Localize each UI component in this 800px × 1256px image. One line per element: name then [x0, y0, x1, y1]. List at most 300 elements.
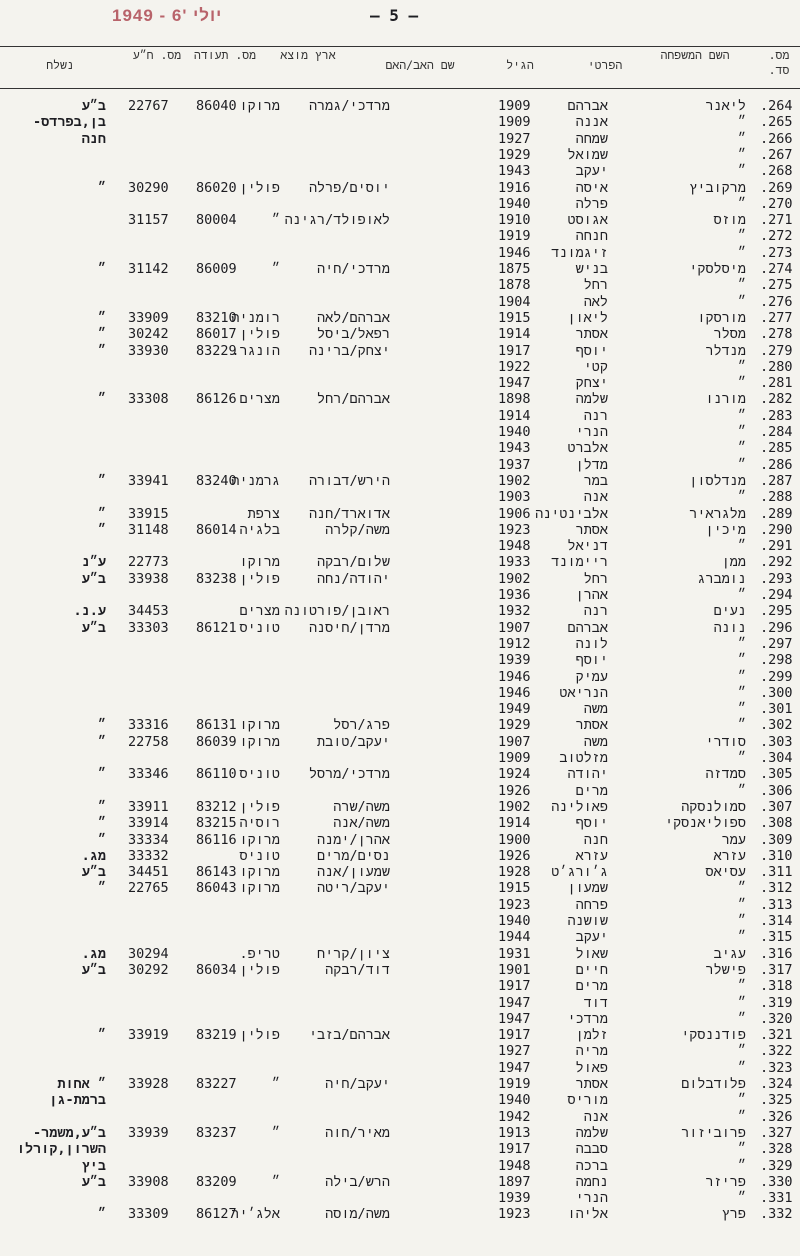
- family-name-cell: מלגראיר: [689, 505, 746, 522]
- table-row: [0, 587, 800, 603]
- birth-year-cell: 1936: [498, 587, 531, 603]
- certificate-number-cell: 86014: [196, 521, 237, 538]
- parents-names-cell: מרדן/חיסנה: [308, 619, 390, 636]
- table-row: [0, 929, 800, 945]
- table-row: [0, 212, 800, 228]
- certificate-number-cell: 86143: [196, 864, 237, 881]
- family-name-cell: מנדלר: [705, 342, 746, 359]
- sent-to-cell: ב״ע: [81, 570, 106, 587]
- parents-names-cell: הירש/דבורה: [308, 472, 390, 489]
- parents-names-cell: אדוארד/חנה: [308, 505, 390, 522]
- first-name-cell: הנרי: [575, 424, 608, 440]
- table-row: [0, 685, 800, 701]
- family-name-cell: ״: [737, 1108, 746, 1125]
- row-number-cell: .288: [760, 489, 793, 506]
- parents-names-cell: נסים/מרים: [317, 847, 390, 864]
- birth-year-cell: 1942: [498, 1108, 531, 1125]
- country-of-origin-cell: טוניס: [239, 619, 280, 636]
- birth-year-cell: 1903: [498, 489, 531, 506]
- table-row: [0, 897, 800, 913]
- family-name-cell: מורנו: [705, 391, 746, 408]
- header-first: הפרטי: [587, 58, 623, 72]
- family-name-cell: ״: [737, 782, 746, 799]
- page-number: – 5 –: [370, 6, 419, 25]
- certificate-number-cell: 86121: [196, 619, 237, 636]
- first-name-cell: אגוסט: [567, 212, 608, 229]
- family-name-cell: ״: [737, 587, 746, 603]
- first-name-cell: אהרן: [575, 587, 608, 603]
- pass-number-cell: 33332: [128, 847, 169, 864]
- parents-names-cell: רפאל/ביסל: [317, 326, 390, 343]
- table-row: [0, 799, 800, 815]
- certificate-number-cell: 86116: [196, 831, 237, 848]
- sent-to-cell: ״: [97, 831, 106, 848]
- family-name-cell: ״: [737, 195, 746, 212]
- family-name-cell: נומברג: [697, 570, 746, 587]
- birth-year-cell: 1940: [498, 1092, 531, 1109]
- family-name-cell: ״: [737, 358, 746, 375]
- row-number-cell: .331: [760, 1190, 793, 1207]
- birth-year-cell: 1922: [498, 358, 531, 375]
- parents-names-cell: מאיר/חוה: [325, 1124, 390, 1141]
- table-row: [0, 1125, 800, 1141]
- row-number-cell: .277: [760, 309, 793, 326]
- family-name-cell: ״: [737, 1043, 746, 1060]
- birth-year-cell: 1946: [498, 668, 531, 685]
- first-name-cell: חנחה: [575, 228, 608, 245]
- first-name-cell: לאה: [583, 293, 608, 310]
- birth-year-cell: 1929: [498, 717, 531, 734]
- table-row: [0, 652, 800, 668]
- table-row: [0, 815, 800, 831]
- row-number-cell: .307: [760, 798, 793, 815]
- table-row: [0, 228, 800, 244]
- family-name-cell: מיסלסקי: [689, 261, 746, 277]
- table-row: [0, 98, 800, 114]
- row-number-cell: .270: [760, 195, 793, 212]
- row-number-cell: .272: [760, 228, 793, 245]
- country-of-origin-cell: ״: [271, 1076, 280, 1092]
- pass-number-cell: 33941: [128, 472, 169, 489]
- first-name-cell: אסתר: [575, 717, 608, 734]
- row-number-cell: .276: [760, 293, 793, 310]
- birth-year-cell: 1949: [498, 701, 531, 718]
- pass-number-cell: 33316: [128, 717, 169, 734]
- first-name-cell: שלמה: [575, 1124, 608, 1141]
- certificate-number-cell: 83237: [196, 1124, 237, 1141]
- table-row: [0, 1027, 800, 1043]
- pass-number-cell: 22773: [128, 554, 169, 571]
- pass-number-cell: 34451: [128, 864, 169, 881]
- country-of-origin-cell: פולין: [239, 1027, 280, 1044]
- row-number-cell: .296: [760, 619, 793, 636]
- row-number-cell: .299: [760, 668, 793, 685]
- header-number: מס. סד.: [768, 48, 790, 77]
- row-number-cell: .297: [760, 635, 793, 652]
- first-name-cell: רחל: [583, 277, 608, 294]
- certificate-number-cell: 86009: [196, 261, 237, 277]
- country-of-origin-cell: רוסיה: [239, 815, 280, 832]
- first-name-cell: אליהו: [567, 1206, 608, 1223]
- pass-number-cell: 33919: [128, 1027, 169, 1044]
- parents-names-cell: ציון/קריח: [317, 945, 390, 962]
- family-name-cell: ״: [737, 407, 746, 424]
- row-number-cell: .302: [760, 717, 793, 734]
- family-name-cell: ״: [737, 1010, 746, 1027]
- sent-to-cell: ״: [97, 1206, 106, 1223]
- row-number-cell: .300: [760, 684, 793, 701]
- first-name-cell: חנה: [583, 831, 608, 848]
- table-row: [0, 1141, 800, 1157]
- row-number-cell: .324: [760, 1076, 793, 1092]
- family-name-cell: ״: [737, 978, 746, 995]
- row-number-cell: .317: [760, 961, 793, 978]
- row-number-cell: .311: [760, 864, 793, 881]
- first-name-cell: עמיק: [575, 668, 608, 685]
- pass-number-cell: 30292: [128, 961, 169, 978]
- pass-number-cell: 33928: [128, 1076, 169, 1092]
- header-cert: מס. תעודה: [193, 48, 257, 62]
- birth-year-cell: 1947: [498, 375, 531, 392]
- pass-number-cell: 33308: [128, 391, 169, 408]
- birth-year-cell: 1933: [498, 554, 531, 571]
- sent-to-cell: ״: [97, 309, 106, 326]
- sent-to-cell: ברמת-גן: [49, 1092, 106, 1109]
- family-name-cell: ״: [737, 880, 746, 897]
- certificate-number-cell: 83210: [196, 309, 237, 326]
- header-parents: שם האב/האם: [385, 58, 455, 72]
- family-name-cell: ״: [737, 375, 746, 392]
- birth-year-cell: 1923: [498, 896, 531, 913]
- sent-to-cell: ״: [97, 472, 106, 489]
- table-row: [0, 995, 800, 1011]
- family-name-cell: ״: [737, 293, 746, 310]
- pass-number-cell: 34453: [128, 603, 169, 620]
- table-row: [0, 261, 800, 277]
- pass-number-cell: 22767: [128, 98, 169, 114]
- row-number-cell: .318: [760, 978, 793, 995]
- row-number-cell: .314: [760, 913, 793, 929]
- birth-year-cell: 1904: [498, 293, 531, 310]
- birth-year-cell: 1919: [498, 1076, 531, 1092]
- row-number-cell: .304: [760, 750, 793, 766]
- row-number-cell: .269: [760, 179, 793, 196]
- first-name-cell: אלברט: [567, 440, 608, 457]
- first-name-cell: יהודה: [567, 766, 608, 783]
- family-name-cell: ״: [737, 684, 746, 701]
- row-number-cell: .267: [760, 146, 793, 163]
- family-name-cell: נונה: [713, 619, 746, 636]
- table-row: [0, 245, 800, 261]
- first-name-cell: יצחק: [575, 375, 608, 392]
- sent-to-cell: ע״נ: [81, 554, 106, 571]
- first-name-cell: ליאון: [567, 309, 608, 326]
- table-row: [0, 1043, 800, 1059]
- family-name-cell: ספוליאנסקי: [664, 815, 746, 832]
- header-family: השם המשפחה: [660, 48, 730, 62]
- family-name-cell: עסיאס: [705, 864, 746, 881]
- birth-year-cell: 1914: [498, 326, 531, 343]
- family-name-cell: סודרי: [705, 733, 746, 750]
- birth-year-cell: 1900: [498, 831, 531, 848]
- row-number-cell: .290: [760, 521, 793, 538]
- birth-year-cell: 1909: [498, 114, 531, 131]
- family-name-cell: ״: [737, 424, 746, 440]
- first-name-cell: זלמן: [575, 1027, 608, 1044]
- birth-year-cell: 1878: [498, 277, 531, 294]
- country-of-origin-cell: פולין: [239, 570, 280, 587]
- first-name-cell: שושנה: [567, 913, 608, 929]
- birth-year-cell: 1947: [498, 1059, 531, 1076]
- row-number-cell: .309: [760, 831, 793, 848]
- sent-to-cell: ביץ: [81, 1157, 106, 1174]
- pass-number-cell: 33303: [128, 619, 169, 636]
- header-sent: נשלח: [46, 58, 74, 72]
- first-name-cell: הנריאט: [559, 684, 608, 701]
- header-top-rule: [0, 46, 800, 47]
- family-name-cell: ״: [737, 750, 746, 766]
- first-name-cell: שמואל: [567, 146, 608, 163]
- row-number-cell: .310: [760, 847, 793, 864]
- table-row: [0, 1174, 800, 1190]
- table-row: [0, 163, 800, 179]
- country-of-origin-cell: מרוקו: [239, 864, 280, 881]
- family-name-cell: ״: [737, 635, 746, 652]
- first-name-cell: שאול: [575, 945, 608, 962]
- row-number-cell: .286: [760, 456, 793, 473]
- first-name-cell: שלמה: [575, 391, 608, 408]
- row-number-cell: .281: [760, 375, 793, 392]
- country-of-origin-cell: מרוקו: [239, 98, 280, 114]
- row-number-cell: .279: [760, 342, 793, 359]
- parents-names-cell: יצחק/ברינה: [308, 342, 390, 359]
- birth-year-cell: 1898: [498, 391, 531, 408]
- header-pass: מס. ח״ע: [132, 48, 182, 62]
- family-name-cell: ״: [737, 929, 746, 946]
- row-number-cell: .294: [760, 587, 793, 603]
- table-row: [0, 734, 800, 750]
- sent-to-cell: ״: [97, 505, 106, 522]
- family-name-cell: ממן: [721, 554, 746, 571]
- birth-year-cell: 1914: [498, 407, 531, 424]
- family-name-cell: ״: [737, 146, 746, 163]
- country-of-origin-cell: טוניס: [239, 766, 280, 783]
- birth-year-cell: 1944: [498, 929, 531, 946]
- certificate-number-cell: 86110: [196, 766, 237, 783]
- country-of-origin-cell: הונגר.: [231, 342, 280, 359]
- row-number-cell: .301: [760, 701, 793, 718]
- first-name-cell: יעקב: [575, 163, 608, 180]
- table-row: [0, 1011, 800, 1027]
- sent-to-cell: ״: [97, 766, 106, 783]
- country-of-origin-cell: מרוקו: [239, 717, 280, 734]
- first-name-cell: פרחה: [575, 896, 608, 913]
- table-row: [0, 848, 800, 864]
- header-bottom-rule: [0, 88, 800, 89]
- family-name-cell: ״: [737, 130, 746, 147]
- family-name-cell: ״: [737, 163, 746, 180]
- pass-number-cell: 33915: [128, 505, 169, 522]
- country-of-origin-cell: טוניס: [239, 847, 280, 864]
- birth-year-cell: 1915: [498, 880, 531, 897]
- birth-year-cell: 1909: [498, 750, 531, 766]
- table-row: [0, 1076, 800, 1092]
- birth-year-cell: 1907: [498, 733, 531, 750]
- row-number-cell: .305: [760, 766, 793, 783]
- first-name-cell: פאולינה: [551, 798, 608, 815]
- first-name-cell: מוריס: [567, 1092, 608, 1109]
- pass-number-cell: 33909: [128, 309, 169, 326]
- certificate-number-cell: 86131: [196, 717, 237, 734]
- certificate-number-cell: 83209: [196, 1173, 237, 1190]
- pass-number-cell: 31142: [128, 261, 169, 277]
- birth-year-cell: 1913: [498, 1124, 531, 1141]
- table-row: [0, 196, 800, 212]
- row-number-cell: .298: [760, 652, 793, 669]
- family-name-cell: ״: [737, 114, 746, 131]
- sent-to-cell: השרון,קורלו: [16, 1141, 106, 1158]
- first-name-cell: דניאל: [567, 538, 608, 555]
- first-name-cell: סבבה: [575, 1141, 608, 1158]
- family-name-cell: ״: [737, 538, 746, 555]
- table-row: [0, 506, 800, 522]
- first-name-cell: אלבינטינה: [535, 505, 608, 522]
- family-name-cell: ״: [737, 994, 746, 1011]
- sent-to-cell: ״: [97, 733, 106, 750]
- row-number-cell: .325: [760, 1092, 793, 1109]
- family-name-cell: עמר: [721, 831, 746, 848]
- row-number-cell: .284: [760, 424, 793, 440]
- sent-to-cell: ב״ע,משמר-: [33, 1124, 106, 1141]
- sent-to-cell: ב״ע: [81, 619, 106, 636]
- first-name-cell: מרדכי: [567, 1010, 608, 1027]
- country-of-origin-cell: פולין: [239, 961, 280, 978]
- header-country: ארץ מוצא: [280, 48, 336, 62]
- table-row: [0, 832, 800, 848]
- birth-year-cell: 1943: [498, 163, 531, 180]
- row-number-cell: .295: [760, 603, 793, 620]
- birth-year-cell: 1919: [498, 228, 531, 245]
- row-number-cell: .330: [760, 1173, 793, 1190]
- pass-number-cell: 33334: [128, 831, 169, 848]
- row-number-cell: .315: [760, 929, 793, 946]
- country-of-origin-cell: רומניה: [231, 309, 280, 326]
- first-name-cell: מרים: [575, 978, 608, 995]
- row-number-cell: .264: [760, 98, 793, 114]
- certificate-number-cell: 80004: [196, 212, 237, 229]
- row-number-cell: .321: [760, 1027, 793, 1044]
- parents-names-cell: יעקב/טובת: [317, 733, 390, 750]
- birth-year-cell: 1897: [498, 1173, 531, 1190]
- pass-number-cell: 30294: [128, 945, 169, 962]
- sent-to-cell: ״: [97, 717, 106, 734]
- parents-names-cell: אברהם/רחל: [317, 391, 390, 408]
- table-row: [0, 440, 800, 456]
- country-of-origin-cell: מצרים: [239, 603, 280, 620]
- birth-year-cell: 1927: [498, 1043, 531, 1060]
- certificate-number-cell: 86126: [196, 391, 237, 408]
- pass-number-cell: 33914: [128, 815, 169, 832]
- row-number-cell: .329: [760, 1157, 793, 1174]
- certificate-number-cell: 83215: [196, 815, 237, 832]
- country-of-origin-cell: ״: [271, 1124, 280, 1141]
- family-name-cell: ״: [737, 1059, 746, 1076]
- row-number-cell: .303: [760, 733, 793, 750]
- country-of-origin-cell: גרמניה: [231, 472, 280, 489]
- certificate-number-cell: 83238: [196, 570, 237, 587]
- first-name-cell: משה: [583, 733, 608, 750]
- pass-number-cell: 31148: [128, 521, 169, 538]
- first-name-cell: ריימונד: [551, 554, 608, 571]
- table-row: [0, 1092, 800, 1108]
- birth-year-cell: 1947: [498, 1010, 531, 1027]
- table-row: [0, 359, 800, 375]
- pass-number-cell: 33938: [128, 570, 169, 587]
- birth-year-cell: 1947: [498, 994, 531, 1011]
- row-number-cell: .268: [760, 163, 793, 180]
- parents-names-cell: אברהם/בזבי: [308, 1027, 390, 1044]
- certificate-number-cell: 86020: [196, 179, 237, 196]
- parents-names-cell: אהרן/ימנה: [317, 831, 390, 848]
- pass-number-cell: 33911: [128, 798, 169, 815]
- family-name-cell: ״: [737, 1190, 746, 1207]
- row-number-cell: .280: [760, 358, 793, 375]
- parents-names-cell: יעקב/חיה: [325, 1076, 390, 1092]
- table-row: [0, 538, 800, 554]
- first-name-cell: פאול: [575, 1059, 608, 1076]
- row-number-cell: .292: [760, 554, 793, 571]
- sent-to-cell: חנה: [81, 130, 106, 147]
- row-number-cell: .327: [760, 1124, 793, 1141]
- table-row: [0, 669, 800, 685]
- birth-year-cell: 1937: [498, 456, 531, 473]
- first-name-cell: דוד: [583, 994, 608, 1011]
- country-of-origin-cell: מרוקו: [239, 880, 280, 897]
- country-of-origin-cell: מרוקו: [239, 831, 280, 848]
- birth-year-cell: 1939: [498, 1190, 531, 1207]
- row-number-cell: .291: [760, 538, 793, 555]
- table-row: [0, 277, 800, 293]
- row-number-cell: .320: [760, 1010, 793, 1027]
- parents-names-cell: לאופולד/רגינה: [284, 212, 390, 229]
- family-name-cell: פריזר: [705, 1173, 746, 1190]
- first-name-cell: יוסף: [575, 652, 608, 669]
- first-name-cell: זיגמונד: [551, 244, 608, 261]
- parents-names-cell: משה/קלרה: [325, 521, 390, 538]
- table-row: [0, 147, 800, 163]
- table-row: [0, 522, 800, 538]
- parents-names-cell: פרג/רסל: [333, 717, 390, 734]
- family-name-cell: ״: [737, 1092, 746, 1109]
- table-row: [0, 391, 800, 407]
- certificate-number-cell: 83227: [196, 1076, 237, 1092]
- country-of-origin-cell: ״: [271, 1173, 280, 1190]
- birth-year-cell: 1928: [498, 864, 531, 881]
- first-name-cell: נחמה: [575, 1173, 608, 1190]
- parents-names-cell: שלום/רבקה: [317, 554, 390, 571]
- sent-to-cell: ע.נ.: [73, 603, 106, 620]
- row-number-cell: .266: [760, 130, 793, 147]
- first-name-cell: אברהם: [567, 619, 608, 636]
- sent-to-cell: ב״ע: [81, 1173, 106, 1190]
- family-name-cell: מסלר: [713, 326, 746, 343]
- family-name-cell: פישלר: [705, 961, 746, 978]
- parents-names-cell: יהודה/נחה: [317, 570, 390, 587]
- row-number-cell: .289: [760, 505, 793, 522]
- family-name-cell: פרץ: [721, 1206, 746, 1223]
- first-name-cell: לונה: [575, 635, 608, 652]
- parents-names-cell: מרדכי/חיה: [317, 261, 390, 277]
